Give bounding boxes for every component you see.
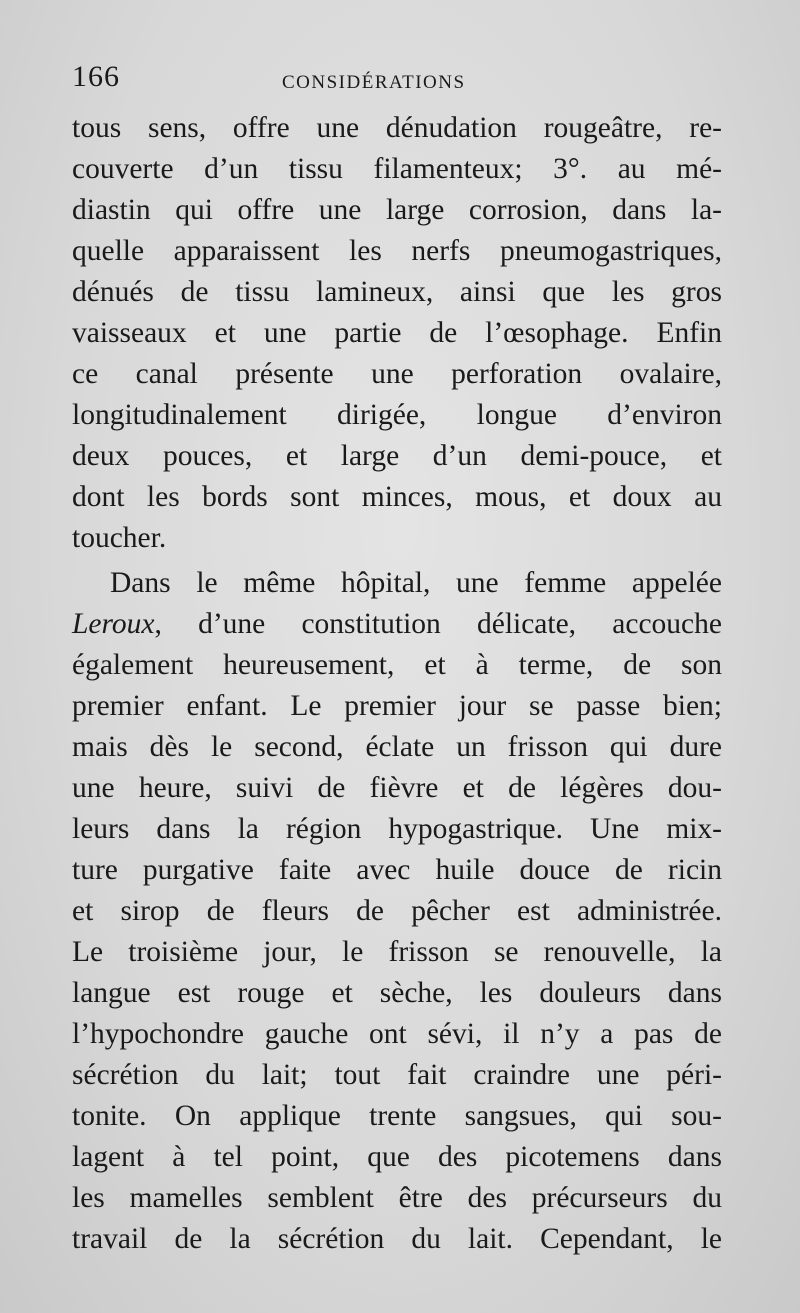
text-line: l’hypochondre gauche ont sévi, il n’y a pas de [72,1018,722,1050]
page-number: 166 [72,60,120,93]
body-text [72,108,722,1260]
text-line: lagent à tel point, que des picotemens dans [72,1141,722,1173]
page-header [72,60,722,100]
text-line: longitudinalement dirigée, longue d’environ [72,399,722,431]
text-line: tous sens, offre une dénudation rougeâtre, re- [72,112,722,144]
person-name: Leroux [72,608,155,640]
text-line: sécrétion du lait; tout fait craindre une péri- [72,1059,722,1091]
text-line: diastin qui offre une large corrosion, dans la- [72,194,722,226]
running-head: CONSIDÉRATIONS [282,72,466,93]
text-line: vaisseaux et une partie de l’œsophage. Enfin [72,317,722,349]
text-line: également heureusement, et à terme, de son [72,649,722,681]
text-line: les mamelles semblent être des précurseurs du [72,1182,722,1214]
text-line-with-name [72,604,722,645]
text-line: ce canal présente une perforation ovalaire, [72,358,722,390]
text-line: dénués de tissu lamineux, ainsi que les gros [72,276,722,308]
text-line: deux pouces, et large d’un demi-pouce, et [72,440,722,472]
text-line: ture purgative faite avec huile douce de ricin [72,854,722,886]
text-line: travail de la sécrétion du lait. Cependant, le [72,1223,722,1255]
text-line: dont les bords sont minces, mous, et doux au [72,481,722,513]
text-line: une heure, suivi de fièvre et de légères dou- [72,772,722,804]
text-line: Le troisième jour, le frisson se renouvelle, la [72,936,722,968]
text-line: tonite. On applique trente sangsues, qui sou- [72,1100,722,1132]
text-line: mais dès le second, éclate un frisson qui dure [72,731,722,763]
paragraph-start-line: Dans le même hôpital, une femme appelée [110,567,722,599]
text-fragment: , d’une constitution délicate, accouche [154,608,722,640]
text-line: quelle apparaissent les nerfs pneumogastriques, [72,235,722,267]
text-line: couverte d’un tissu filamenteux; 3°. au mé- [72,153,722,185]
text-line: toucher. [72,522,167,554]
text-line: et sirop de fleurs de pêcher est administrée. [72,895,722,927]
text-line: leurs dans la région hypogastrique. Une mix- [72,813,722,845]
text-line: langue est rouge et sèche, les douleurs dans [72,977,722,1009]
text-line: premier enfant. Le premier jour se passe bien; [72,690,722,722]
